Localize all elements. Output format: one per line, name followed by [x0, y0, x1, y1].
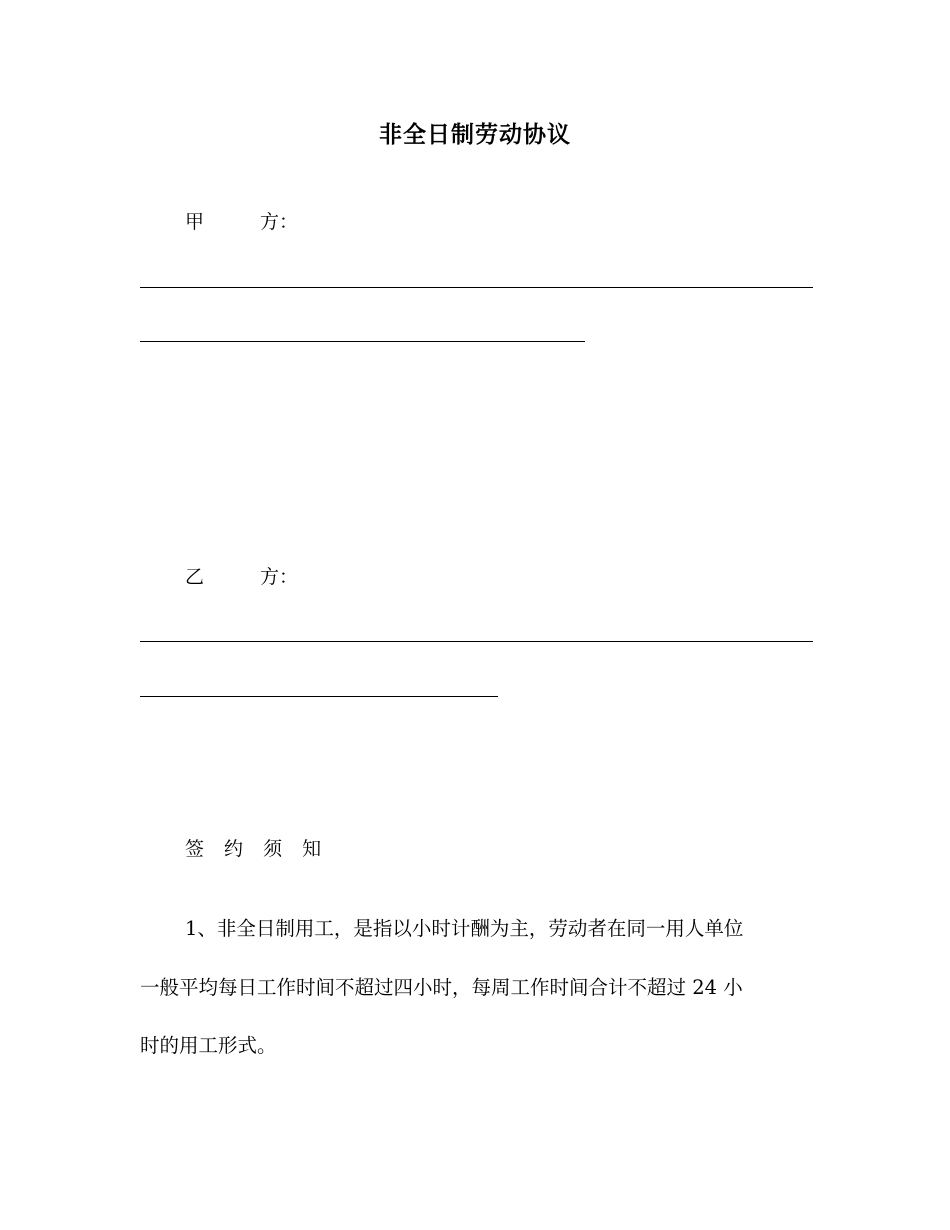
party-b-label-first: 乙 [185, 566, 205, 588]
party-a-fill-line-2 [140, 341, 585, 342]
party-a-label-first: 甲 [185, 211, 205, 233]
party-a-fill-line-1 [140, 287, 813, 288]
clause-1-line-1: 1、非全日制用工，是指以小时计酬为主，劳动者在同一用人单位 [185, 917, 744, 940]
party-b-label [185, 562, 298, 589]
party-a-label [185, 207, 298, 234]
document-title: 非全日制劳动协议 [379, 121, 571, 148]
party-b-fill-line-2 [140, 696, 498, 697]
clause-1-line-2: 一般平均每日工作时间不超过四小时，每周工作时间合计不超过 24 小 [140, 976, 743, 999]
party-b-fill-line-1 [140, 641, 813, 642]
party-a-label-second: 方： [260, 211, 299, 233]
party-b-label-second: 方： [260, 566, 299, 588]
clause-1-line-3: 时的用工形式。 [140, 1034, 277, 1057]
signing-notice-heading: 签 约 须 知 [185, 838, 329, 860]
